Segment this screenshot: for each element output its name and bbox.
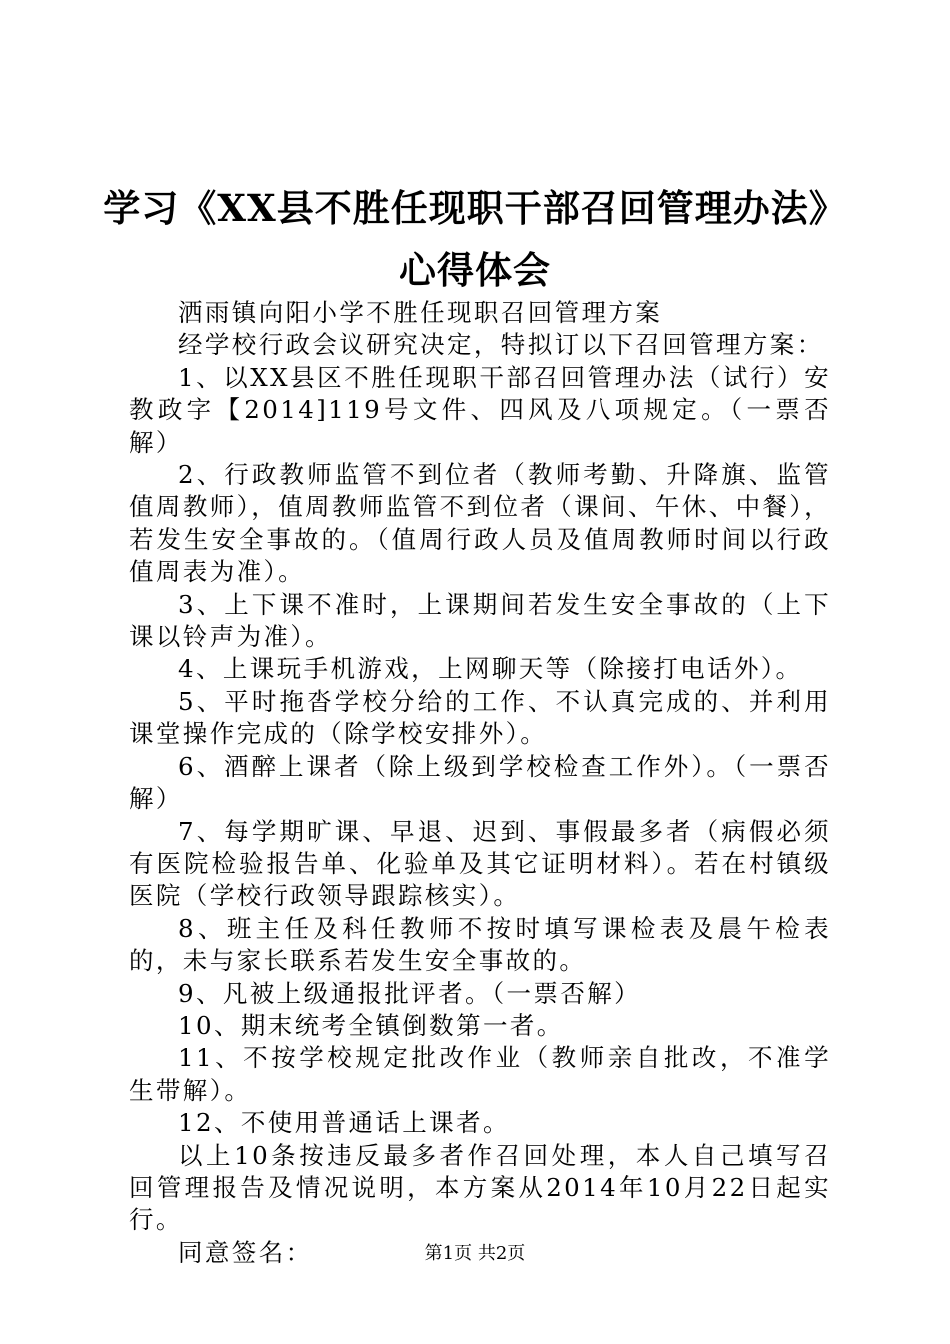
paragraph-item-12: 12、不使用普通话上课者。 <box>178 1108 510 1138</box>
document-title-line-2: 心得体会 <box>399 248 551 292</box>
paragraph-item-10: 10、期末统考全镇倒数第一者。 <box>178 1010 564 1040</box>
paragraph-item-5: 5、平时拖沓学校分给的工作、不认真完成的、并利用课堂操作完成的（除学校安排外）。 <box>129 686 831 749</box>
document-body <box>129 297 831 1269</box>
document-title-line-1: 学习《XX县不胜任现职干部召回管理办法》 <box>103 186 847 230</box>
paragraph-item-3: 3、上下课不准时，上课期间若发生安全事故的（上下课以铃声为准）。 <box>129 589 831 652</box>
paragraph-intro: 经学校行政会议研究决定，特拟订以下召回管理方案： <box>178 330 824 360</box>
page-number-footer: 第1页 共2页 <box>424 1243 526 1264</box>
paragraph-signature: 同意签名： <box>178 1237 313 1267</box>
paragraph-item-8: 8、班主任及科任教师不按时填写课检表及晨午检表的，未与家长联系若发生安全事故的。 <box>129 913 831 976</box>
paragraph-school-plan-title: 洒雨镇向阳小学不胜任现职召回管理方案 <box>178 298 663 327</box>
paragraph-item-2: 2、行政教师监管不到位者（教师考勤、升降旗、监管值周教师），值周教师监管不到位者（课间、午休、中餐），若发生安全事故的。（值周行政人员及值周教师时间以行政值周表为准）。 <box>129 460 831 587</box>
paragraph-item-7: 7、每学期旷课、早退、迟到、事假最多者（病假必须有医院检验报告单、化验单及其它证明材料）。若在村镇级医院（学校行政领导跟踪核实）。 <box>129 816 831 911</box>
paragraph-item-4: 4、上课玩手机游戏，上网聊天等（除接打电话外）。 <box>178 654 803 684</box>
paragraph-item-6: 6、酒醉上课者（除上级到学校检查工作外）。（一票否解） <box>129 751 831 814</box>
paragraph-item-1: 1、以XX县区不胜任现职干部召回管理办法（试行）安教政字【2014]119号文件、四风及八项规定。（一票否解） <box>129 362 831 457</box>
paragraph-item-11: 11、不按学校规定批改作业（教师亲自批改，不准学生带解）。 <box>129 1043 831 1105</box>
paragraph-summary: 以上10条按违反最多者作召回处理，本人自己填写召回管理报告及情况说明，本方案从2014年10月22日起实行。 <box>129 1140 831 1235</box>
paragraph-item-9: 9、凡被上级通报批评者。（一票否解） <box>178 978 642 1008</box>
